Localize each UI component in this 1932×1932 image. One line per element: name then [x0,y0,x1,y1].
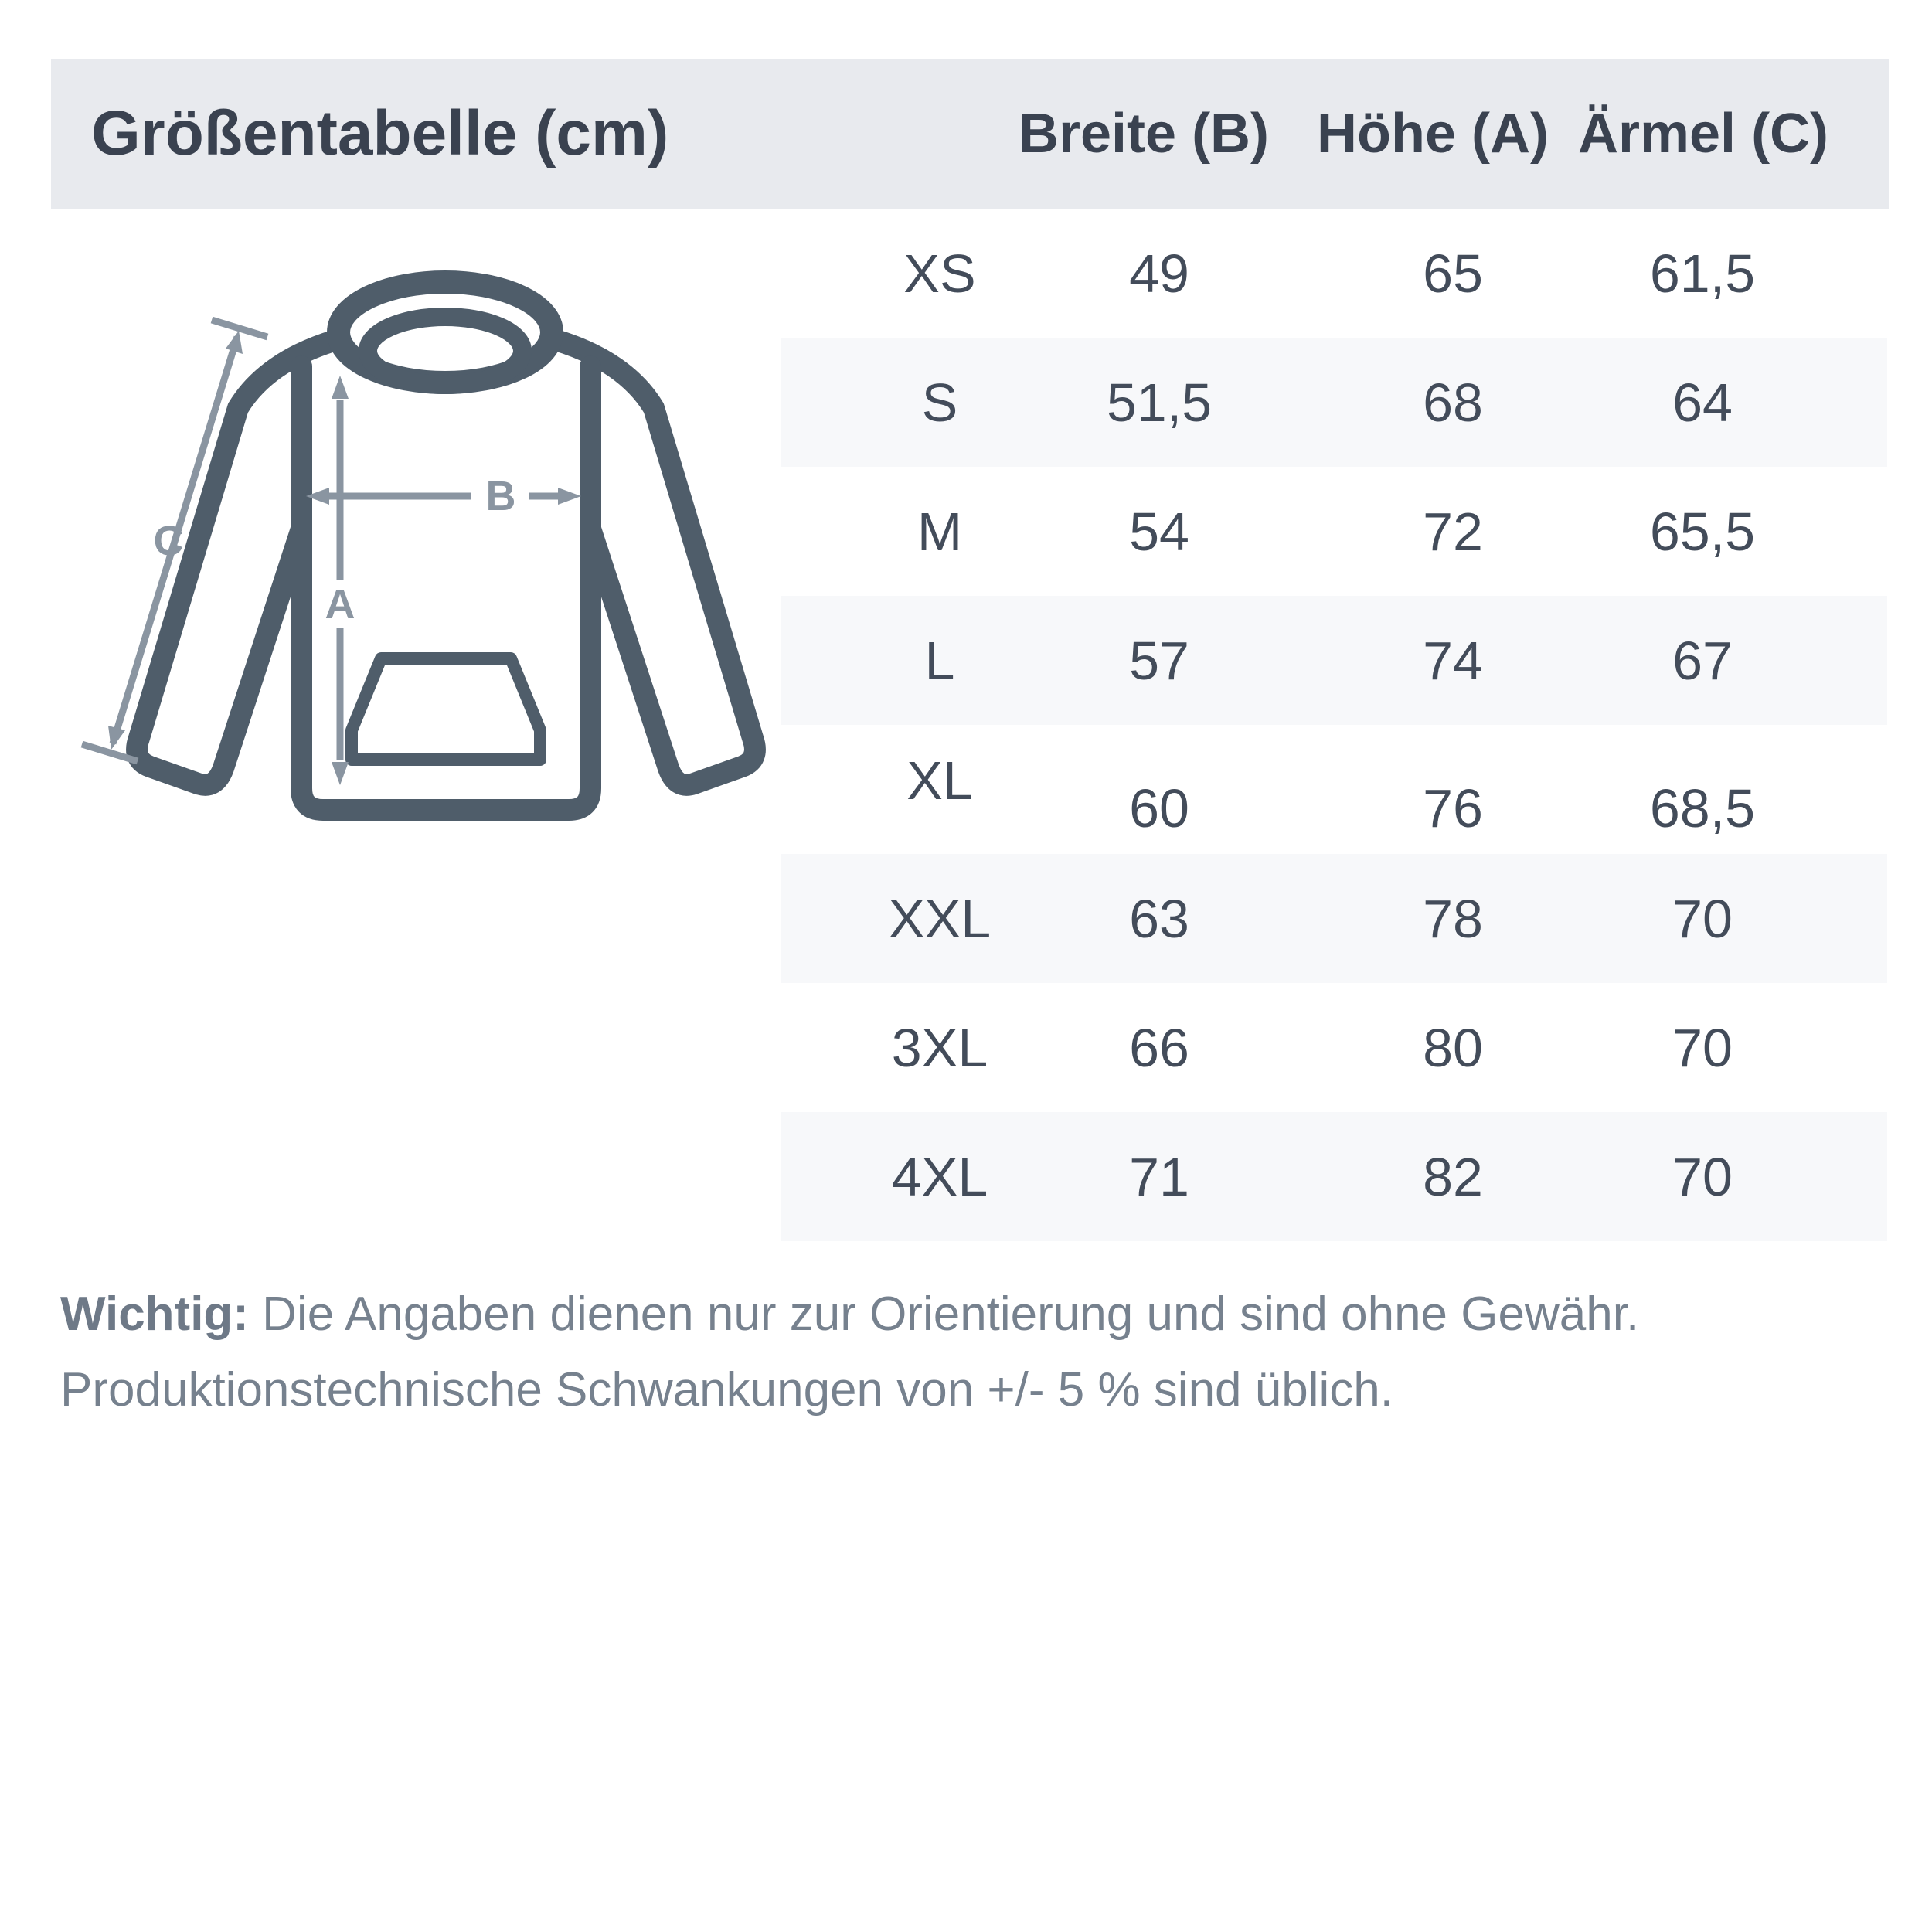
size-label: XS [903,243,976,304]
table-row-xl [781,725,1887,854]
breite-value: 71 [1129,1146,1189,1207]
hoehe-value: 65 [1423,243,1483,304]
size-label: 3XL [891,1017,988,1078]
aermel-value: 61,5 [1649,243,1756,304]
aermel-value: 70 [1672,888,1733,949]
label-a: A [325,581,355,628]
hoodie-diagram [46,201,835,927]
breite-value: 49 [1129,243,1189,304]
size-table [781,209,1887,1241]
breite-value: 51,5 [1106,372,1213,433]
breite-value: 57 [1129,630,1189,691]
hoehe-value: 74 [1423,630,1483,691]
hoehe-value: 68 [1423,372,1483,433]
hoehe-value: 72 [1423,501,1483,562]
column-header-breite: Breite (B) [1018,103,1270,165]
breite-value: 60 [1129,777,1189,838]
page-title: Größentabelle (cm) [91,98,669,168]
table-row-l [781,596,1887,725]
hoehe-value: 76 [1423,777,1483,838]
table-row-m [781,467,1887,596]
breite-value: 66 [1129,1017,1189,1078]
aermel-value: 70 [1672,1146,1733,1207]
size-label: XXL [888,888,992,949]
size-label: M [917,501,963,562]
size-label: S [921,372,958,433]
breite-value: 54 [1129,501,1189,562]
size-label: L [924,630,955,691]
disclaimer-line-2: Produktionstechnische Schwankungen von +/- 5 % sind üblich. [60,1363,1393,1417]
label-b: B [485,473,516,519]
disclaimer-note [60,1277,1884,1428]
table-row-xs [781,209,1887,338]
disclaimer-line-1: Wichtig: Die Angaben dienen nur zur Orientierung und sind ohne Gewähr. [60,1287,1640,1341]
hoehe-value: 82 [1423,1146,1483,1207]
label-c: C [153,518,184,564]
table-header-bar [51,59,1889,209]
table-row-s [781,338,1887,467]
disclaimer-lead: Wichtig: [60,1287,249,1341]
aermel-value: 68,5 [1649,777,1756,838]
aermel-value: 70 [1672,1017,1733,1078]
hoehe-value: 78 [1423,888,1483,949]
column-header-aermel: Ärmel (C) [1577,103,1829,165]
size-label: 4XL [891,1146,988,1207]
column-header-hoehe: Höhe (A) [1317,103,1549,165]
hoodie-pocket [352,658,540,760]
aermel-value: 64 [1672,372,1733,433]
table-row-xxl [781,854,1887,983]
table-row-4xl [781,1112,1887,1241]
breite-value: 63 [1129,888,1189,949]
aermel-value: 65,5 [1649,501,1756,562]
hoehe-value: 80 [1423,1017,1483,1078]
table-row-3xl [781,983,1887,1112]
aermel-value: 67 [1672,630,1733,691]
size-label: XL [906,750,973,811]
